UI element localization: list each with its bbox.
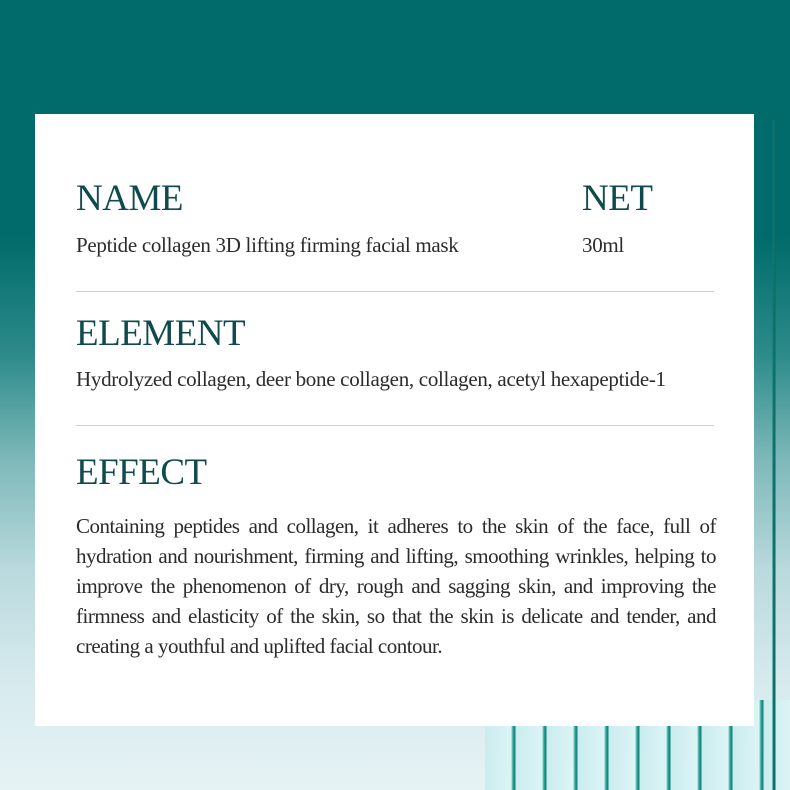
net-heading: NET [582,178,653,219]
divider-1 [76,291,714,292]
element-heading: ELEMENT [76,313,246,354]
effect-heading: EFFECT [76,452,207,493]
product-name-value: Peptide collagen 3D lifting firming facial mask [76,233,459,257]
divider-2 [76,425,714,426]
effect-description: Containing peptides and collagen, it adheres to the skin of the face, full of hydration and nourishment, firming and lifting, smoothing wrinkles, helping to improve the phenomenon of dry, rough and sagging skin, and improving the firmness and elasticity of the skin, so that the skin is delicate and tender, and creating a youthful and uplifted facial contour. [76,514,716,658]
net-volume-value: 30ml [582,233,624,257]
ingredients-value: Hydrolyzed collagen, deer bone collagen, collagen, acetyl hexapeptide-1 [76,367,666,391]
decorative-right-stripe [754,120,790,790]
name-heading: NAME [76,178,183,219]
